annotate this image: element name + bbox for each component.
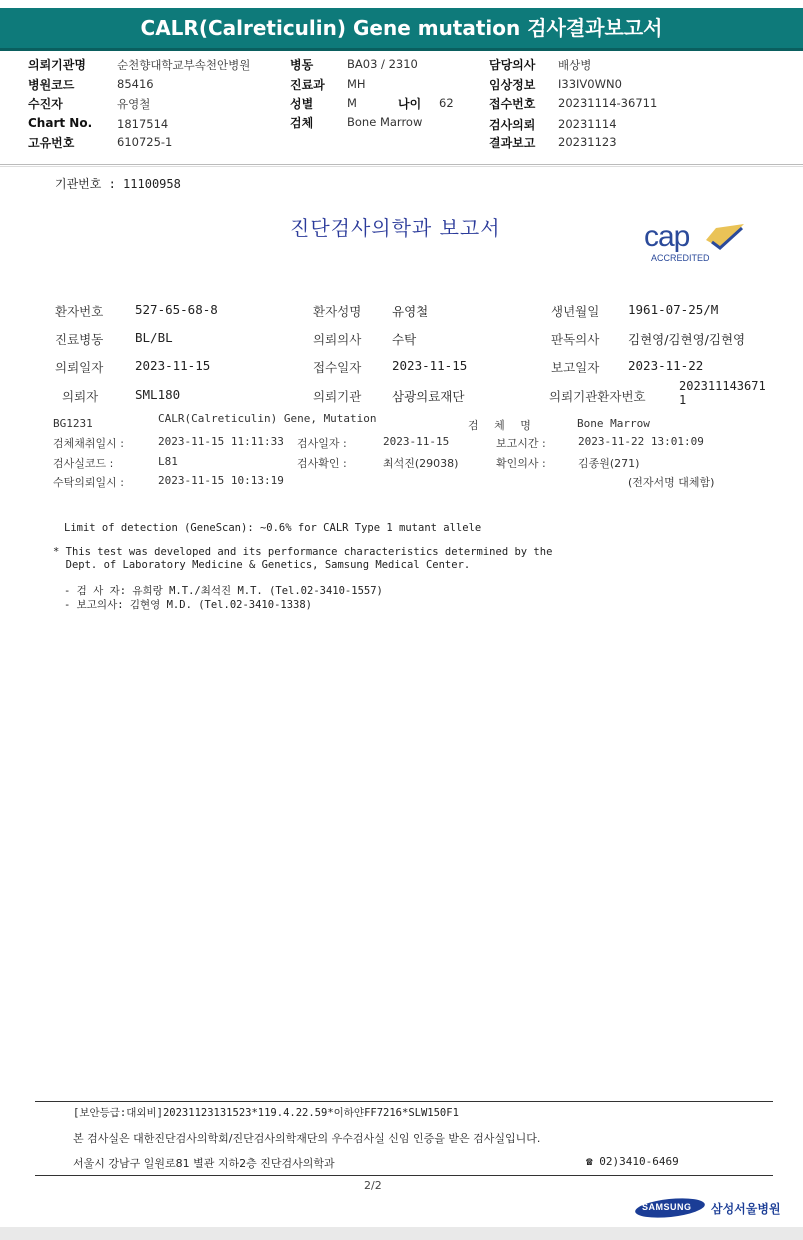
footer-divider-bottom bbox=[35, 1175, 773, 1176]
cap-accredited-text: ACCREDITED bbox=[651, 253, 710, 263]
patient-value: 유영철 bbox=[117, 97, 151, 111]
report-time-value: 2023-11-22 13:01:09 bbox=[578, 435, 704, 448]
cap-logo-text: cap bbox=[644, 220, 690, 253]
certification-line: 본 검사실은 대한진단검사의학회/진단검사의학재단의 우수검사실 신임 인증을 받은 검사실입니다. bbox=[73, 1132, 541, 1145]
unique-no-value: 610725-1 bbox=[117, 135, 173, 149]
specimen-value: Bone Marrow bbox=[347, 115, 423, 129]
dept-value: MH bbox=[347, 77, 366, 91]
clinical-info-label: 임상정보 bbox=[489, 78, 536, 92]
report-title-bar: CALR(Calreticulin) Gene mutation 검사결과보고서 bbox=[0, 8, 803, 51]
grid-value: 2023-11-15 bbox=[135, 358, 211, 373]
specimen-name-value: Bone Marrow bbox=[577, 417, 650, 430]
lab-code-label: 검사실코드 : bbox=[53, 457, 114, 470]
unique-no-label: 고유번호 bbox=[28, 136, 75, 150]
grid-value: 수탁 bbox=[392, 332, 417, 347]
hospital-name-label: 의뢰기관명 bbox=[28, 58, 86, 72]
receipt-no-value: 20231114-36711 bbox=[558, 96, 658, 110]
security-line: [보안등급:대외비]20231123131523*119.4.22.59*이하얀FF7216*SLW150F1 bbox=[73, 1107, 459, 1119]
dept-label: 진료과 bbox=[290, 78, 325, 92]
test-date-value: 2023-11-15 bbox=[383, 435, 450, 448]
grid-label: 의뢰자 bbox=[62, 389, 99, 404]
grid-label: 의뢰기관 bbox=[313, 389, 362, 404]
grid-value: 1961-07-25/M bbox=[628, 302, 719, 317]
confirm-doctor-value: 김종원(271) bbox=[578, 457, 640, 470]
collect-time-value: 2023-11-15 11:11:33 bbox=[158, 435, 284, 448]
reporter-line: - 보고의사: 김현영 M.D. (Tel.02-3410-1338) bbox=[64, 599, 313, 611]
receipt-no-label: 접수번호 bbox=[489, 97, 536, 111]
request-time-value: 2023-11-15 10:13:19 bbox=[158, 474, 284, 487]
address-line: 서울시 강남구 일원로81 별관 지하2층 진단검사의학과 bbox=[73, 1157, 335, 1170]
tester-line: - 검 사 자: 유희랑 M.T./최석진 M.T. (Tel.02-3410-1557) bbox=[64, 585, 383, 597]
grid-label: 환자번호 bbox=[55, 304, 104, 319]
doctor-label: 담당의사 bbox=[489, 58, 536, 72]
limit-of-detection: Limit of detection (GeneScan): ~0.6% for CALR Type 1 mutant allele bbox=[64, 522, 482, 534]
report-title: 진단검사의학과 보고서 bbox=[290, 216, 501, 240]
sex-value: M bbox=[347, 96, 357, 110]
grid-value: BL/BL bbox=[135, 330, 173, 345]
confirm-doctor-label: 확인의사 : bbox=[496, 457, 546, 470]
grid-label: 접수일자 bbox=[313, 360, 362, 375]
cap-accredited-logo bbox=[642, 220, 747, 268]
hospital-name-value: 순천향대학교부속천안병원 bbox=[117, 58, 251, 72]
grid-label: 의뢰기관환자번호 bbox=[549, 389, 646, 404]
chart-no-label: Chart No. bbox=[28, 116, 93, 130]
bottom-strip bbox=[0, 1227, 803, 1240]
test-confirm-value: 최석진(29038) bbox=[383, 457, 459, 470]
hospital-logo-name: 삼성서울병원 bbox=[711, 1202, 781, 1216]
ward-value: BA03 / 2310 bbox=[347, 57, 418, 71]
grid-label: 보고일자 bbox=[551, 360, 600, 375]
test-date-label: 검사일자 : bbox=[297, 437, 347, 450]
header-divider-shadow bbox=[0, 166, 803, 167]
result-report-label: 결과보고 bbox=[489, 136, 536, 150]
grid-value: 527-65-68-8 bbox=[135, 302, 218, 317]
test-request-label: 검사의뢰 bbox=[489, 118, 536, 132]
sex-label: 성별 bbox=[290, 97, 314, 111]
patient-label: 수진자 bbox=[28, 97, 63, 111]
test-name: CALR(Calreticulin) Gene, Mutation bbox=[158, 412, 377, 425]
institution-number: 기관번호 : 11100958 bbox=[55, 177, 181, 191]
grid-label: 진료병동 bbox=[55, 332, 104, 347]
grid-label: 판독의사 bbox=[551, 332, 600, 347]
grid-value: SML180 bbox=[135, 387, 181, 402]
page-number: 2/2 bbox=[364, 1179, 382, 1192]
ward-label: 병동 bbox=[290, 58, 314, 72]
result-report-value: 20231123 bbox=[558, 135, 617, 149]
collect-time-label: 검체채취일시 : bbox=[53, 437, 124, 450]
grid-value: 김현영/김현영/김현영 bbox=[628, 332, 746, 347]
phone-number: ☎ 02)3410-6469 bbox=[586, 1155, 679, 1168]
footer-divider-top bbox=[35, 1101, 773, 1102]
disclaimer-line-2: Dept. of Laboratory Medicine & Genetics, Samsung Medical Center. bbox=[53, 559, 471, 571]
grid-label: 의뢰일자 bbox=[55, 360, 104, 375]
hospital-code-label: 병원코드 bbox=[28, 78, 75, 92]
age-label: 나이 bbox=[398, 97, 422, 111]
header-divider bbox=[0, 164, 803, 165]
cap-check-icon bbox=[704, 222, 746, 254]
test-confirm-label: 검사확인 : bbox=[297, 457, 347, 470]
chart-no-value: 1817514 bbox=[117, 117, 169, 131]
test-code: BG1231 bbox=[53, 417, 93, 430]
specimen-label: 검체 bbox=[290, 116, 314, 130]
e-signature-note: (전자서명 대체함) bbox=[628, 476, 715, 489]
samsung-logo bbox=[634, 1197, 706, 1219]
grid-label: 생년월일 bbox=[551, 304, 600, 319]
report-time-label: 보고시간 : bbox=[496, 437, 546, 450]
grid-value: 2023-11-22 bbox=[628, 358, 704, 373]
grid-value: 2023111436711 bbox=[679, 379, 766, 407]
samsung-logo-text: SAMSUNG bbox=[642, 1202, 692, 1212]
lab-code-value: L81 bbox=[158, 455, 178, 468]
hospital-code-value: 85416 bbox=[117, 77, 154, 91]
test-request-value: 20231114 bbox=[558, 117, 617, 131]
doctor-value: 배상병 bbox=[558, 58, 592, 72]
grid-value: 삼광의료재단 bbox=[392, 389, 465, 404]
grid-label: 의뢰의사 bbox=[313, 332, 362, 347]
grid-label: 환자성명 bbox=[313, 304, 362, 319]
request-time-label: 수탁의뢰일시 : bbox=[53, 476, 124, 489]
specimen-name-label: 검 체 명 bbox=[468, 419, 537, 432]
clinical-info-value: I33IV0WN0 bbox=[558, 77, 622, 91]
age-value: 62 bbox=[439, 96, 454, 110]
grid-value: 유영철 bbox=[392, 304, 429, 319]
disclaimer-line-1: * This test was developed and its performance characteristics determined by the bbox=[53, 546, 553, 558]
grid-value: 2023-11-15 bbox=[392, 358, 468, 373]
